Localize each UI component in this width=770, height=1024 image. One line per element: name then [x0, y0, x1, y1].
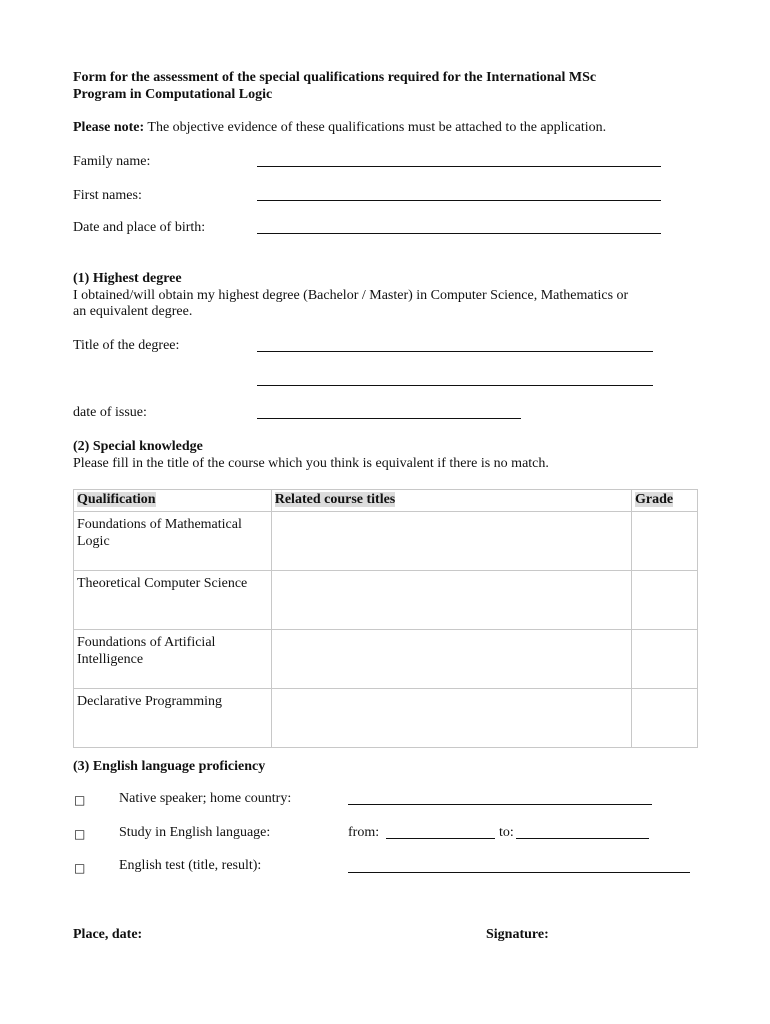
table-row [74, 571, 698, 630]
date-of-issue-field[interactable] [257, 418, 521, 419]
table-header-row [74, 490, 698, 512]
home-country-field[interactable] [348, 804, 652, 805]
degree-heading: (1) Highest degree [73, 271, 182, 286]
grade-cell[interactable] [632, 689, 698, 748]
place-date-label: Place, date: [73, 927, 143, 942]
qualification-cell: Foundations of Artificial Intelligence [74, 630, 272, 689]
first-names-field[interactable] [257, 200, 661, 201]
to-field[interactable] [516, 838, 649, 839]
course-title-cell[interactable] [271, 689, 631, 748]
study-english-checkbox[interactable]: □ [74, 827, 86, 841]
table-row [74, 689, 698, 748]
family-name-label: Family name: [73, 154, 151, 169]
birth-label: Date and place of birth: [73, 220, 206, 235]
course-title-cell[interactable] [271, 571, 631, 630]
study-english-label: Study in English language: [119, 825, 271, 840]
note-label: Please note: [73, 120, 145, 135]
header-related-courses: Related course titles [271, 490, 631, 512]
form-title-line1: Form for the assessment of the special qualifications required for the International MSc [73, 70, 597, 85]
table-row [74, 630, 698, 689]
table-row [74, 512, 698, 571]
signature-label: Signature: [486, 927, 549, 942]
english-heading: (3) English language proficiency [73, 759, 266, 774]
knowledge-heading: (2) Special knowledge [73, 439, 203, 454]
degree-title-label: Title of the degree: [73, 338, 180, 353]
course-title-cell[interactable] [271, 512, 631, 571]
grade-cell[interactable] [632, 571, 698, 630]
grade-cell[interactable] [632, 630, 698, 689]
knowledge-text: Please fill in the title of the course which you think is equivalent if there is no match. [73, 456, 549, 471]
english-test-label: English test (title, result): [119, 858, 262, 873]
note-text: The objective evidence of these qualifications must be attached to the application. [144, 120, 607, 135]
header-qualification: Qualification [74, 490, 272, 512]
birth-field[interactable] [257, 233, 661, 234]
grade-cell[interactable] [632, 512, 698, 571]
course-title-cell[interactable] [271, 630, 631, 689]
native-speaker-label: Native speaker; home country: [119, 791, 292, 806]
form-title-line2: Program in Computational Logic [73, 87, 273, 102]
family-name-field[interactable] [257, 166, 661, 167]
from-label: from: [348, 825, 380, 840]
qualification-cell: Declarative Programming [74, 689, 272, 748]
english-test-checkbox[interactable]: □ [74, 861, 86, 875]
from-field[interactable] [386, 838, 495, 839]
english-test-field[interactable] [348, 872, 690, 873]
first-names-label: First names: [73, 188, 142, 203]
degree-text-line1: I obtained/will obtain my highest degree (Bachelor / Master) in Computer Science, Mathematics or [73, 288, 629, 303]
date-of-issue-label: date of issue: [73, 405, 147, 420]
qualification-cell: Theoretical Computer Science [74, 571, 272, 630]
header-grade: Grade [632, 490, 698, 512]
qualification-cell: Foundations of Mathematical Logic [74, 512, 272, 571]
note [73, 120, 606, 136]
degree-text-line2: an equivalent degree. [73, 304, 193, 319]
native-speaker-checkbox[interactable]: □ [74, 793, 86, 807]
degree-title-field-2[interactable] [257, 385, 653, 386]
qualifications-table [73, 489, 698, 748]
degree-title-field-1[interactable] [257, 351, 653, 352]
to-label: to: [499, 825, 514, 840]
